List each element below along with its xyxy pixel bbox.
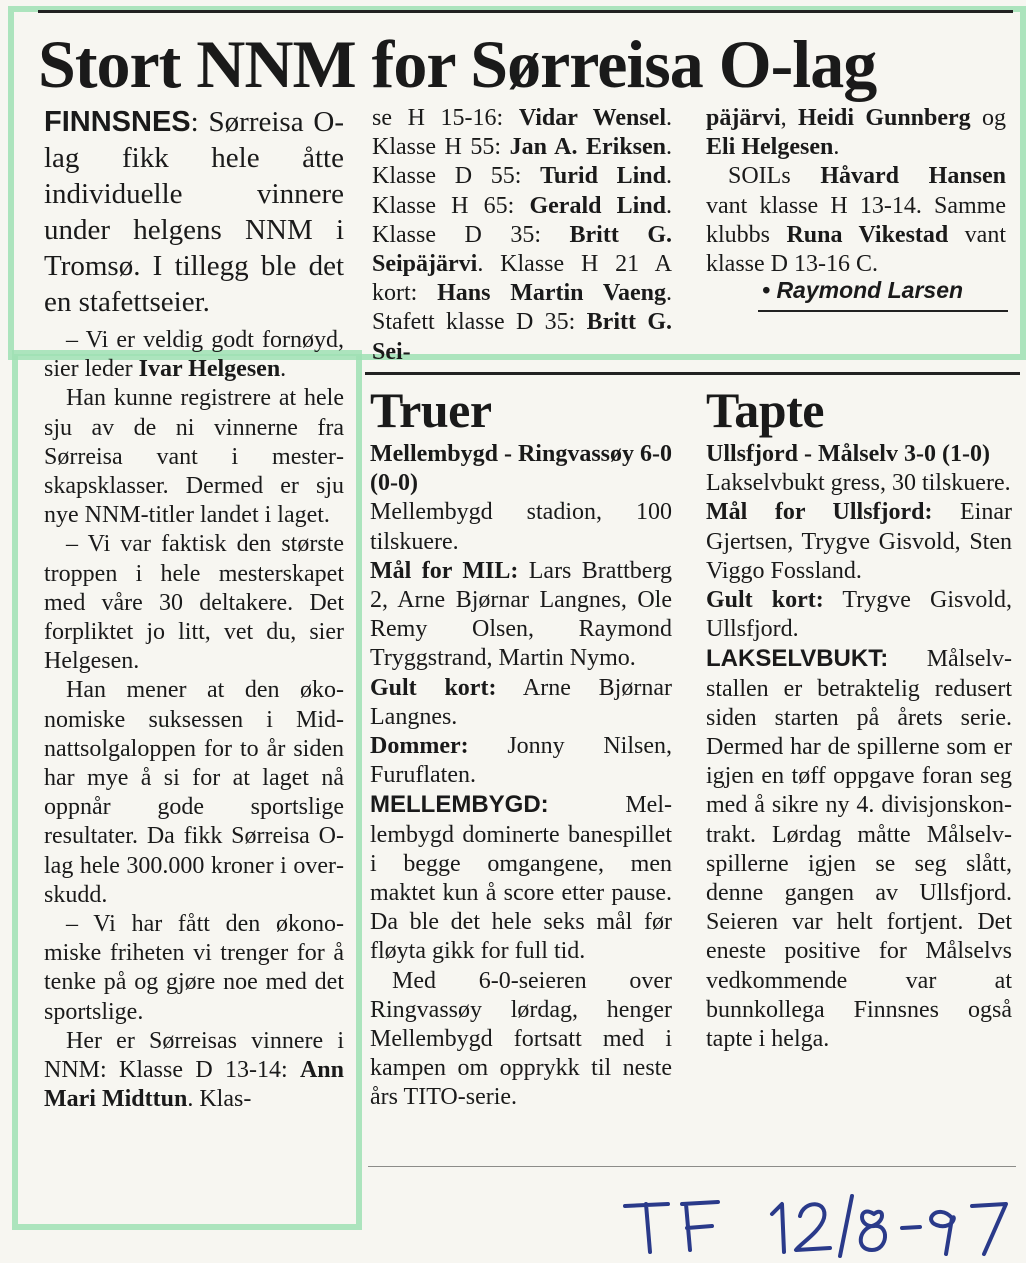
bottom-rule [368,1166,1016,1167]
person-name: Vidar Wensel [518,105,666,131]
byline-rule [758,310,1008,312]
headline: Stort NNM for Sørreisa O-lag [38,26,877,102]
text-span: Her er Sørreisas vinnere i NNM: Klasse D 13-14: [44,1027,344,1084]
person-name: Heidi Gunnberg [798,105,971,131]
truer-column [370,440,672,1113]
tapte-column [706,440,1012,1054]
person-name: Ivar Helgesen [138,356,281,383]
section-rule [365,372,1020,375]
column-1 [44,104,344,1114]
truer-heading: Truer [370,382,492,438]
truer-report [370,790,672,966]
intro-place: FINNSNES [44,106,191,138]
dateline: LAKSELVBUKT: [706,645,889,673]
dateline: MELLEMBYGD: [370,791,549,819]
truer-yellow-card [370,674,672,732]
truer-match: Mellembygd - Ringvassøy 6-0 (0-0) [370,441,672,497]
text-span: . Klasse H 21 A kort: [372,251,672,307]
label: Gult kort: [706,587,824,614]
column-3 [706,104,1006,279]
tapte-report [706,644,1012,1054]
paragraph-quote-1 [44,326,344,384]
person-name: Gerald Lind [529,192,667,219]
handwritten-date-note [620,1192,1020,1262]
intro-paragraph [44,104,344,320]
paragraph-6 [44,1027,344,1115]
paragraph-4: Han mener at den økonomiske suksessen i Midnattsolgaloppen for to år siden har mye å si for at laget nå oppnår gode sportslige resultater. Da fikk Sørreisa O-lag hele 300.000 kroner i overskudd. [44,677,344,908]
truer-venue: Mellembygd stadion, 100 tilskuere. [370,499,672,555]
text-span: . [280,356,287,383]
winners-list-part-2 [706,104,1006,162]
person-name: Britt G. Seipäjärvi [372,221,673,278]
tapte-yellow-card [706,586,1012,644]
winners-list-part-1 [372,104,672,367]
label: Dommer: [370,733,469,760]
column-2 [372,104,672,367]
text-span: . Klasse H 55: [372,105,672,161]
truer-paragraph-2: Med 6-0-seieren over Ringvassøy lørdag, henger Mellembygd fortsatt med i kampen om opprykk til neste års TITO-serie. [370,967,672,1111]
truer-referee [370,732,672,790]
text-span: . Klasse D 55: [372,134,673,190]
person-name: Ann Mari Midttun [44,1057,344,1113]
text-span: . [833,134,840,161]
soil-paragraph [706,162,1006,279]
person-name: Jan A. Eriksen [509,134,667,161]
paragraph-2: Han kunne registrere at hele sju av de ni vinnerne fra Sørreisa vant i mesterskapsklasser. Dermed er sju nye NNM-titler landet i laget. [44,385,344,529]
text-span: . Klasse H 65: [372,163,672,219]
text-span: . Klasse D 35: [372,192,673,248]
text-span: og [970,105,1007,131]
person-name: Runa Vikestad [786,221,949,248]
tapte-goals [706,498,1012,586]
label: Gult kort: [370,674,497,701]
text-span: Lars Brattberg 2, Arne Bjørnar Langnes, Ole Remy Olsen, Raymond Tryggstrand, Martin Nymo. [370,557,672,672]
person-name: Håvard Hansen [820,163,1006,190]
person-name: päjärvi [706,105,781,131]
text-span: . Klas- [187,1086,252,1113]
person-name: Turid Lind [540,163,666,190]
text-span: Arne Bjørnar Langnes. [370,674,672,730]
paragraph-5: – Vi har fått den økonomiske friheten vi trenger for å tenke på og gjøre noe med det sportslige. [44,911,344,1025]
label: Mål for Ullsfjord: [706,499,933,526]
text-span: – Vi er veldig godt fornøyd, sier leder [44,327,344,383]
text-span: Mellembygd dominerte banespillet i begge omgangene, men maktet kun å score etter pause. Da ble det hele seks mål før fløyta gikk for full tid. [370,792,672,965]
truer-goals [370,557,672,674]
text-span: Målselv-stallen er betraktelig redusert siden starten på årets serie. Dermed har de spillerne som er igjen en tøff oppgave foran seg med å sikre ny 4. divisjonskontrakt. Lørdag måtte Målselv-spillerne igjen se seg slått, denne gangen av Ullsfjord. Seieren var helt fortjent. Det eneste positive for Målselvs vedkommende var at bunnkollega Finnsnes også tapte i helga. [706,646,1012,1053]
text-span: Jonny Nilsen, Furuflaten. [370,733,672,789]
paragraph-3: – Vi var faktisk den største troppen i hele mesterskapet med våre 30 deltakere. Det forpliktet jo litt, vet du, sier Helgesen. [44,531,344,675]
top-rule [38,10,1013,13]
text-span: , [780,105,798,131]
text-span: vant klasse H 13-14. Samme klubbs [706,192,1006,248]
text-span: . Stafett klasse D 35: [372,280,672,336]
person-name: Britt G. Sei- [372,309,672,365]
label: Mål for MIL: [370,557,519,584]
text-span: Trygve Gisvold, Ullsfjord. [706,587,1012,643]
intro-text: : Sørreisa O-lag fikk hele åtte individuelle vinnere under helgens NNM i Tromsø. I tillegg ble det en stafettseier. [44,106,344,318]
byline: • Raymond Larsen [762,277,964,303]
tapte-heading: Tapte [706,382,824,438]
text-span: vant klasse D 13-16 C. [706,221,1006,278]
tapte-venue: Lakselvbukt gress, 30 tilskuere. [706,470,1011,497]
person-name: Hans Martin Vaeng [437,280,666,307]
person-name: Eli Helgesen [706,134,834,161]
text-span: SOILs [728,163,821,190]
text-span: Einar Gjertsen, Trygve Gisvold, Sten Viggo Fossland. [706,499,1012,584]
tapte-match: Ullsfjord - Målselv 3-0 (1-0) [706,441,990,467]
text-span: se H 15-16: [372,105,519,131]
